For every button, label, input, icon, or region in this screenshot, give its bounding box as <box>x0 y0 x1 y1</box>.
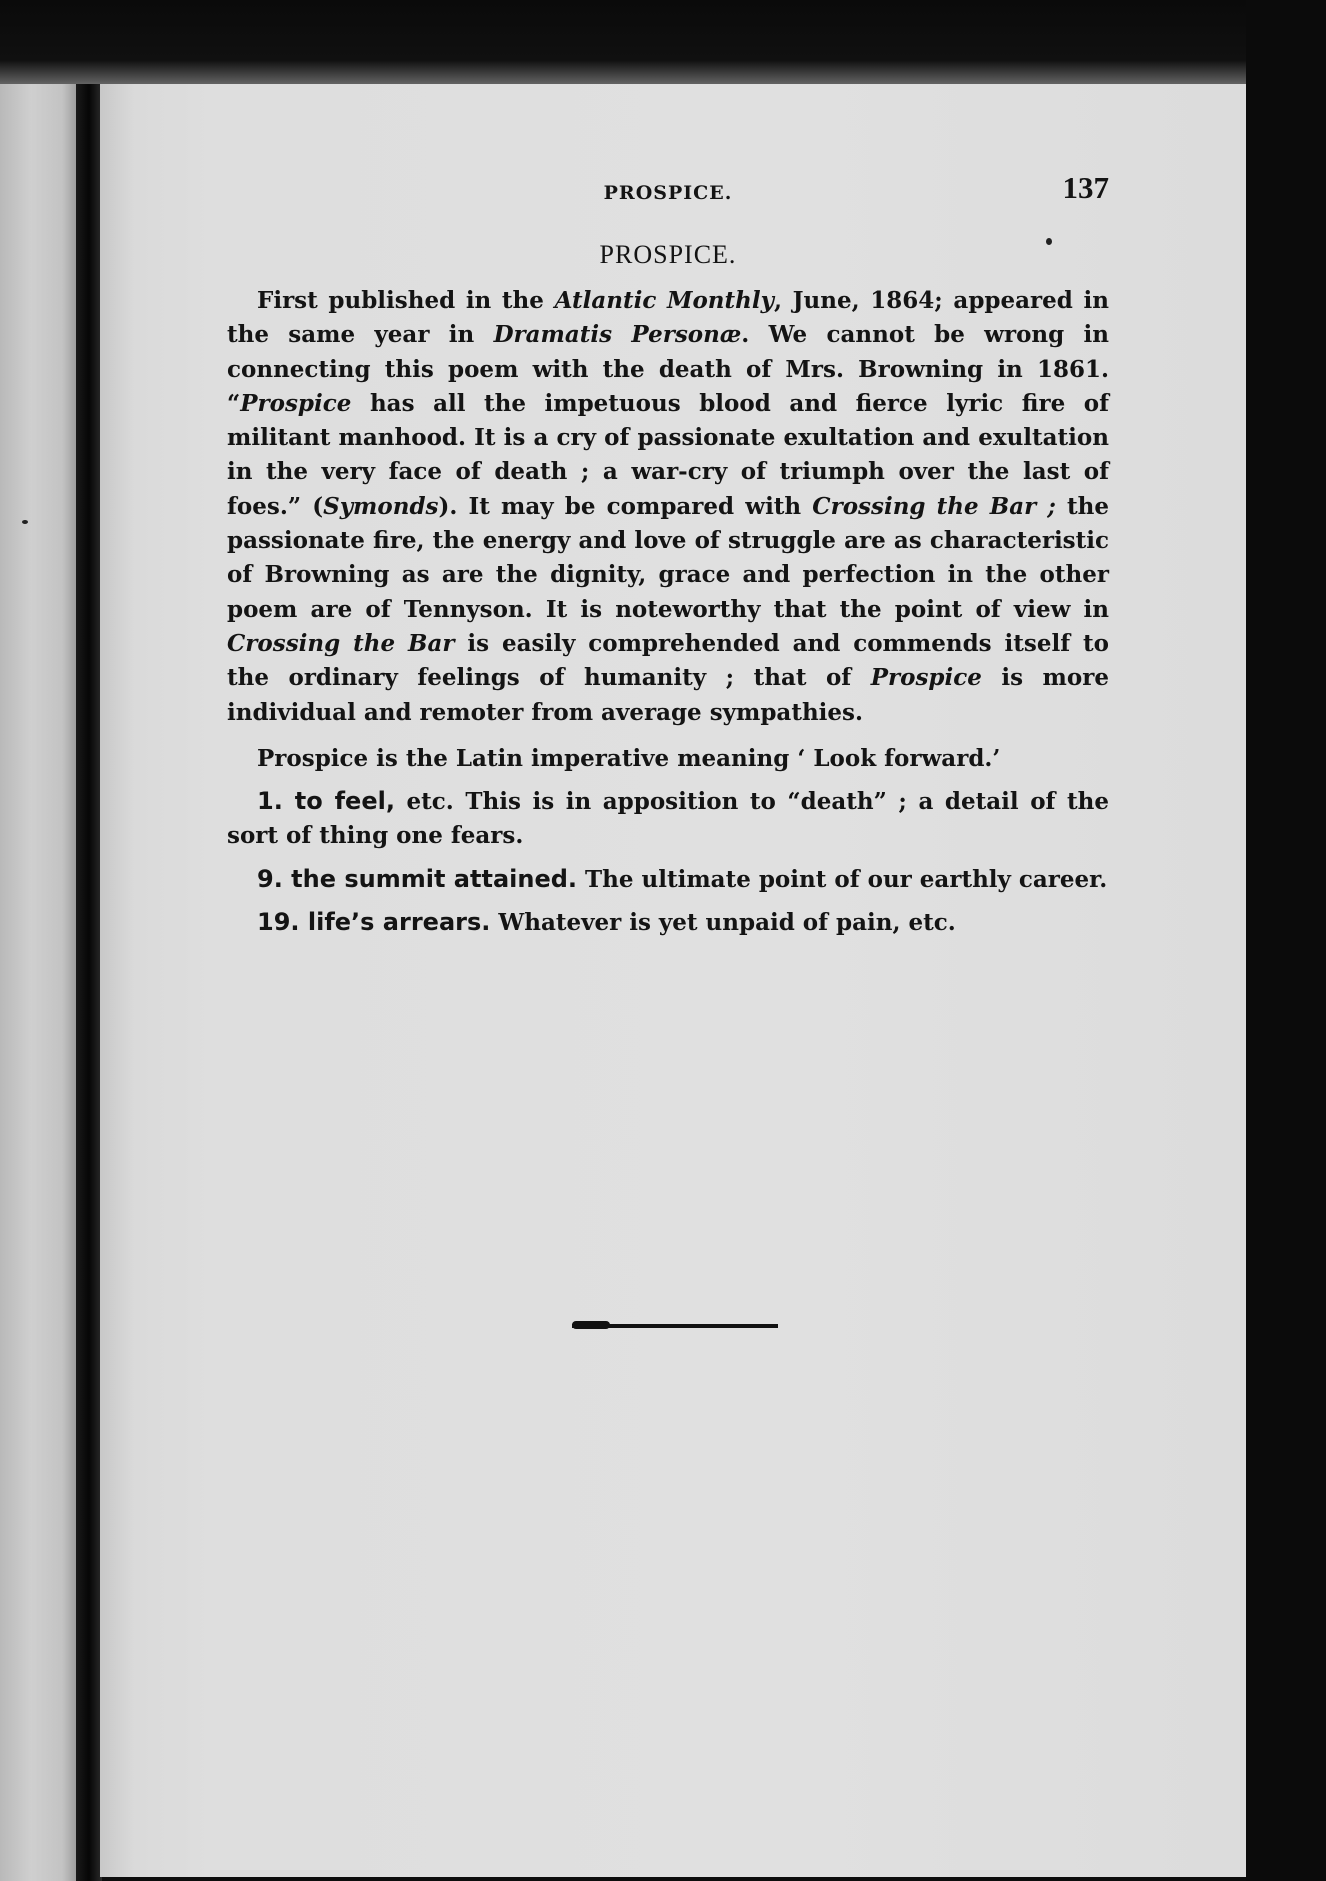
right-scan-margin <box>1246 0 1326 1881</box>
note-text: etc. This is in apposition to “death” ; a detail of the sort of thing one fears. <box>227 788 1110 850</box>
text-run: the passionate fire, the energy and love of struggle are as characteristic of Browning as are the dignity, grace and perfection in the other poem are of Tennyson. It is noteworthy that the point of view in <box>227 492 1109 623</box>
italic-title: Prospice <box>240 389 352 417</box>
ink-speck <box>22 520 28 524</box>
text-run: . We cannot be wrong in connecting this poem with the death of Mrs. Browning in 1861. “ <box>227 321 1110 417</box>
meaning-paragraph: Prospice is the Latin imperative meaning ‘ Look forward.’ <box>257 744 1001 772</box>
note-line-1 <box>227 784 1109 854</box>
note-term: 1. to feel, <box>257 787 395 816</box>
binding-gutter <box>76 84 102 1881</box>
page-number: 137 <box>1062 170 1109 205</box>
text-run: , June, 1864; appeared in the same year in <box>227 287 1109 349</box>
intro-paragraph <box>227 284 1109 730</box>
text-run: is easily comprehended and commends itself to the ordinary feelings of humanity ; that of <box>227 629 1109 692</box>
page-content <box>227 170 1109 940</box>
text-run: ). It may be compared with <box>438 492 813 520</box>
note-term: 19. life’s arrears. <box>257 908 491 937</box>
section-title: PROSPICE. <box>599 240 737 269</box>
italic-title: Crossing the Bar <box>227 629 455 657</box>
top-scan-margin <box>0 0 1326 86</box>
text-run: First published in the <box>257 287 555 314</box>
italic-author: Symonds <box>323 492 439 520</box>
note-text: Whatever is yet unpaid of pain, etc. <box>490 909 956 937</box>
text-run: has all the impetuous blood and fierce lyric fire of militant manhood. It is a cry of passionate exultation and exultation in the very face of death ; a war-cry of triumph over the last of foes.” ( <box>227 389 1109 520</box>
running-head <box>227 170 1109 214</box>
end-of-section-rule <box>572 1324 778 1328</box>
note-line-9 <box>227 862 1109 897</box>
italic-title: Crossing the Bar ; <box>812 492 1056 520</box>
italic-title: Dramatis Personæ <box>493 321 742 349</box>
note-text: The ultimate point of our earthly career. <box>577 865 1108 893</box>
previous-leaf-edge <box>0 84 78 1881</box>
text-run: is more individual and remoter from average sympathies. <box>227 664 1109 726</box>
italic-title: Atlantic Monthly <box>554 287 774 314</box>
note-line-19 <box>227 905 1109 940</box>
italic-title: Prospice <box>870 664 982 692</box>
note-term: 9. the summit attained. <box>257 864 578 893</box>
running-title: PROSPICE. <box>603 182 733 204</box>
